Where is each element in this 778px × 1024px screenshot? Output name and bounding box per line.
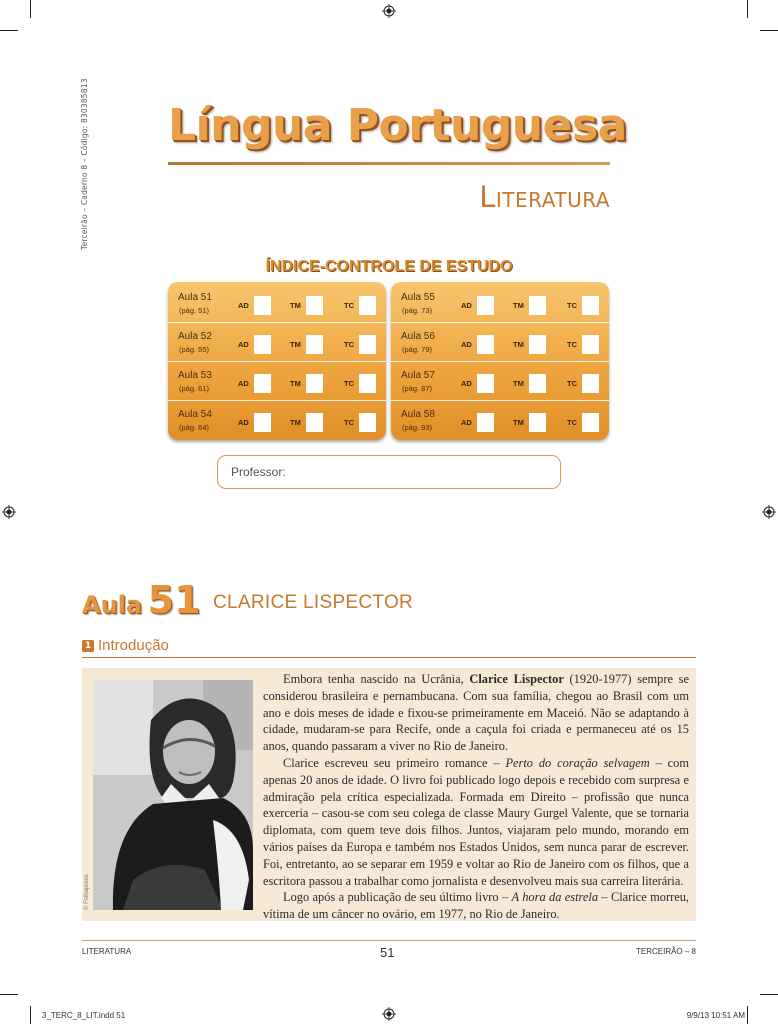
crop-mark — [760, 994, 778, 995]
crop-mark — [760, 30, 778, 31]
aula-num: 51 — [147, 578, 201, 622]
index-tc-checkbox[interactable] — [582, 335, 599, 354]
index-page: (pág. 51) — [179, 306, 210, 315]
index-ad-checkbox[interactable] — [477, 374, 494, 393]
index-tc-checkbox[interactable] — [582, 413, 599, 432]
index-tc-checkbox[interactable] — [359, 374, 376, 393]
author-photo — [93, 680, 253, 910]
index-ad-checkbox[interactable] — [254, 335, 271, 354]
index-aula: Aula 58 — [401, 409, 435, 420]
index-aula: Aula 51 — [178, 292, 212, 303]
index-ad-label: AD — [238, 301, 249, 310]
index-ad-label: AD — [461, 418, 472, 427]
index-tc-checkbox[interactable] — [359, 296, 376, 315]
index-tm-checkbox[interactable] — [529, 335, 546, 354]
paragraph: Embora tenha nascido na Ucrânia, Clarice Lispector (1920-1977) sempre se considerou brasileira e pernambucana. Com sua família, chegou ao Brasil com um ano e dois meses de idade e fixou-se primeiramente em Maceió. Não se adaptando à cidade, mudaram-se para Recife, onde a caçula foi criada e permaneceu até os 15 anos, quando passaram a viver no Rio de Janeiro. — [263, 672, 689, 754]
index-aula: Aula 53 — [178, 370, 212, 381]
index-row — [391, 362, 609, 401]
index-tm-checkbox[interactable] — [529, 296, 546, 315]
photo-credit: © Folhapress — [84, 874, 90, 910]
index-row — [391, 323, 609, 362]
index-page: (pág. 61) — [179, 384, 210, 393]
index-tm-label: TM — [290, 418, 301, 427]
index-page: (pág. 64) — [179, 423, 210, 432]
author-name: Clarice Lispector — [469, 672, 564, 686]
index-tm-checkbox[interactable] — [306, 335, 323, 354]
index-ad-label: AD — [238, 340, 249, 349]
index-ad-label: AD — [461, 301, 472, 310]
registration-mark-icon — [2, 505, 16, 519]
index-panel-left — [168, 282, 386, 440]
index-tc-checkbox[interactable] — [359, 413, 376, 432]
index-ad-checkbox[interactable] — [254, 413, 271, 432]
footer-section: LITERATURA — [82, 947, 132, 956]
portrait-image-icon — [93, 680, 253, 910]
section-title: Introdução — [98, 637, 169, 654]
crop-mark — [0, 994, 18, 995]
professor-label: Professor: — [231, 465, 286, 479]
print-slug-file: 3_TERC_8_LIT.indd 51 — [42, 1011, 126, 1020]
index-tm-checkbox[interactable] — [529, 374, 546, 393]
index-tc-label: TC — [567, 418, 577, 427]
crop-mark — [30, 0, 31, 18]
registration-mark-icon — [382, 4, 396, 18]
index-row — [391, 401, 609, 439]
crop-mark — [747, 0, 748, 18]
index-tm-label: TM — [513, 379, 524, 388]
index-ad-label: AD — [461, 340, 472, 349]
paragraph: Logo após a publicação de seu último livro – A hora da estrela – Clarice morreu, vítima de um câncer no ovário, em 1977, no Rio de Janeiro. — [263, 890, 689, 922]
index-aula: Aula 52 — [178, 331, 212, 342]
index-panel-right — [391, 282, 609, 440]
index-row — [168, 362, 386, 401]
index-tc-label: TC — [344, 340, 354, 349]
index-aula: Aula 55 — [401, 292, 435, 303]
index-tc-checkbox[interactable] — [359, 335, 376, 354]
paragraph: Clarice escreveu seu primeiro romance – Perto do coração selvagem – com apenas 20 anos de idade. O livro foi publicado logo depois e recebido com surpresa e admiração pela crítica especializada. Formada em Direito – profissão que nunca exerceria – casou-se com seu colega de classe Maury Gurgel Valente, que se tornaria diplomata, com quem teve dois filhos. Juntos, viajaram pelo mundo, morando em vários países da Europa e também nos Estados Unidos, sem nunca parar de escrever. Foi, entretanto, ao se separar em 1959 e voltar ao Rio de Janeiro com os filhos, que a escritora passou a trabalhar como jornalista e desenvolveu mais sua carreira literária. — [263, 755, 689, 888]
index-tm-checkbox[interactable] — [529, 413, 546, 432]
index-row — [168, 401, 386, 439]
index-page: (pág. 93) — [402, 423, 433, 432]
index-ad-label: AD — [238, 379, 249, 388]
index-aula: Aula 56 — [401, 331, 435, 342]
page-subtitle: Literatura — [479, 180, 610, 214]
index-aula: Aula 54 — [178, 409, 212, 420]
index-tc-label: TC — [344, 301, 354, 310]
index-tc-checkbox[interactable] — [582, 296, 599, 315]
index-tc-label: TC — [567, 379, 577, 388]
index-ad-label: AD — [461, 379, 472, 388]
index-aula: Aula 57 — [401, 370, 435, 381]
index-tm-label: TM — [290, 379, 301, 388]
index-tm-label: TM — [513, 418, 524, 427]
side-code: Terceirão – Caderno 8 – Código: 830385813 — [80, 78, 89, 250]
index-page: (pág. 73) — [402, 306, 433, 315]
page-title: Língua Portuguesa — [168, 100, 627, 151]
index-row — [168, 323, 386, 362]
aula-heading: CLARICE LISPECTOR — [213, 592, 414, 613]
crop-mark — [30, 1006, 31, 1024]
index-tm-label: TM — [290, 340, 301, 349]
section-divider — [82, 657, 696, 658]
index-page: (pág. 55) — [179, 345, 210, 354]
index-tc-label: TC — [567, 340, 577, 349]
index-ad-checkbox[interactable] — [254, 296, 271, 315]
professor-field[interactable] — [217, 455, 561, 489]
index-page: (pág. 87) — [402, 384, 433, 393]
index-ad-checkbox[interactable] — [254, 374, 271, 393]
index-row — [391, 284, 609, 323]
index-ad-checkbox[interactable] — [477, 413, 494, 432]
book-title: Perto do coração selvagem — [505, 755, 650, 770]
print-slug-date: 9/9/13 10:51 AM — [686, 1011, 745, 1020]
footer-volume: TERCEIRÃO – 8 — [635, 947, 696, 956]
index-ad-label: AD — [238, 418, 249, 427]
book-title: A hora da estrela — [511, 890, 599, 905]
index-row — [168, 284, 386, 323]
crop-mark — [747, 1006, 748, 1024]
aula-number — [82, 578, 201, 622]
index-tm-label: TM — [513, 340, 524, 349]
footer-divider — [82, 940, 696, 941]
index-ad-checkbox[interactable] — [477, 296, 494, 315]
index-title: ÍNDICE-CONTROLE DE ESTUDO — [265, 258, 513, 275]
registration-mark-icon — [382, 1007, 396, 1021]
index-tc-label: TC — [567, 301, 577, 310]
index-tc-label: TC — [344, 418, 354, 427]
index-page: (pág. 79) — [402, 345, 433, 354]
index-tm-checkbox[interactable] — [306, 296, 323, 315]
section-number: 1 — [82, 640, 94, 652]
index-tm-checkbox[interactable] — [306, 374, 323, 393]
index-tm-checkbox[interactable] — [306, 413, 323, 432]
index-ad-checkbox[interactable] — [477, 335, 494, 354]
page-number: 51 — [380, 945, 395, 960]
registration-mark-icon — [762, 505, 776, 519]
index-tm-label: TM — [290, 301, 301, 310]
index-tc-checkbox[interactable] — [582, 374, 599, 393]
index-tm-label: TM — [513, 301, 524, 310]
body-text — [263, 671, 689, 923]
index-tc-label: TC — [344, 379, 354, 388]
title-divider — [168, 162, 610, 165]
crop-mark — [0, 30, 18, 31]
aula-word: Aula — [82, 591, 143, 619]
